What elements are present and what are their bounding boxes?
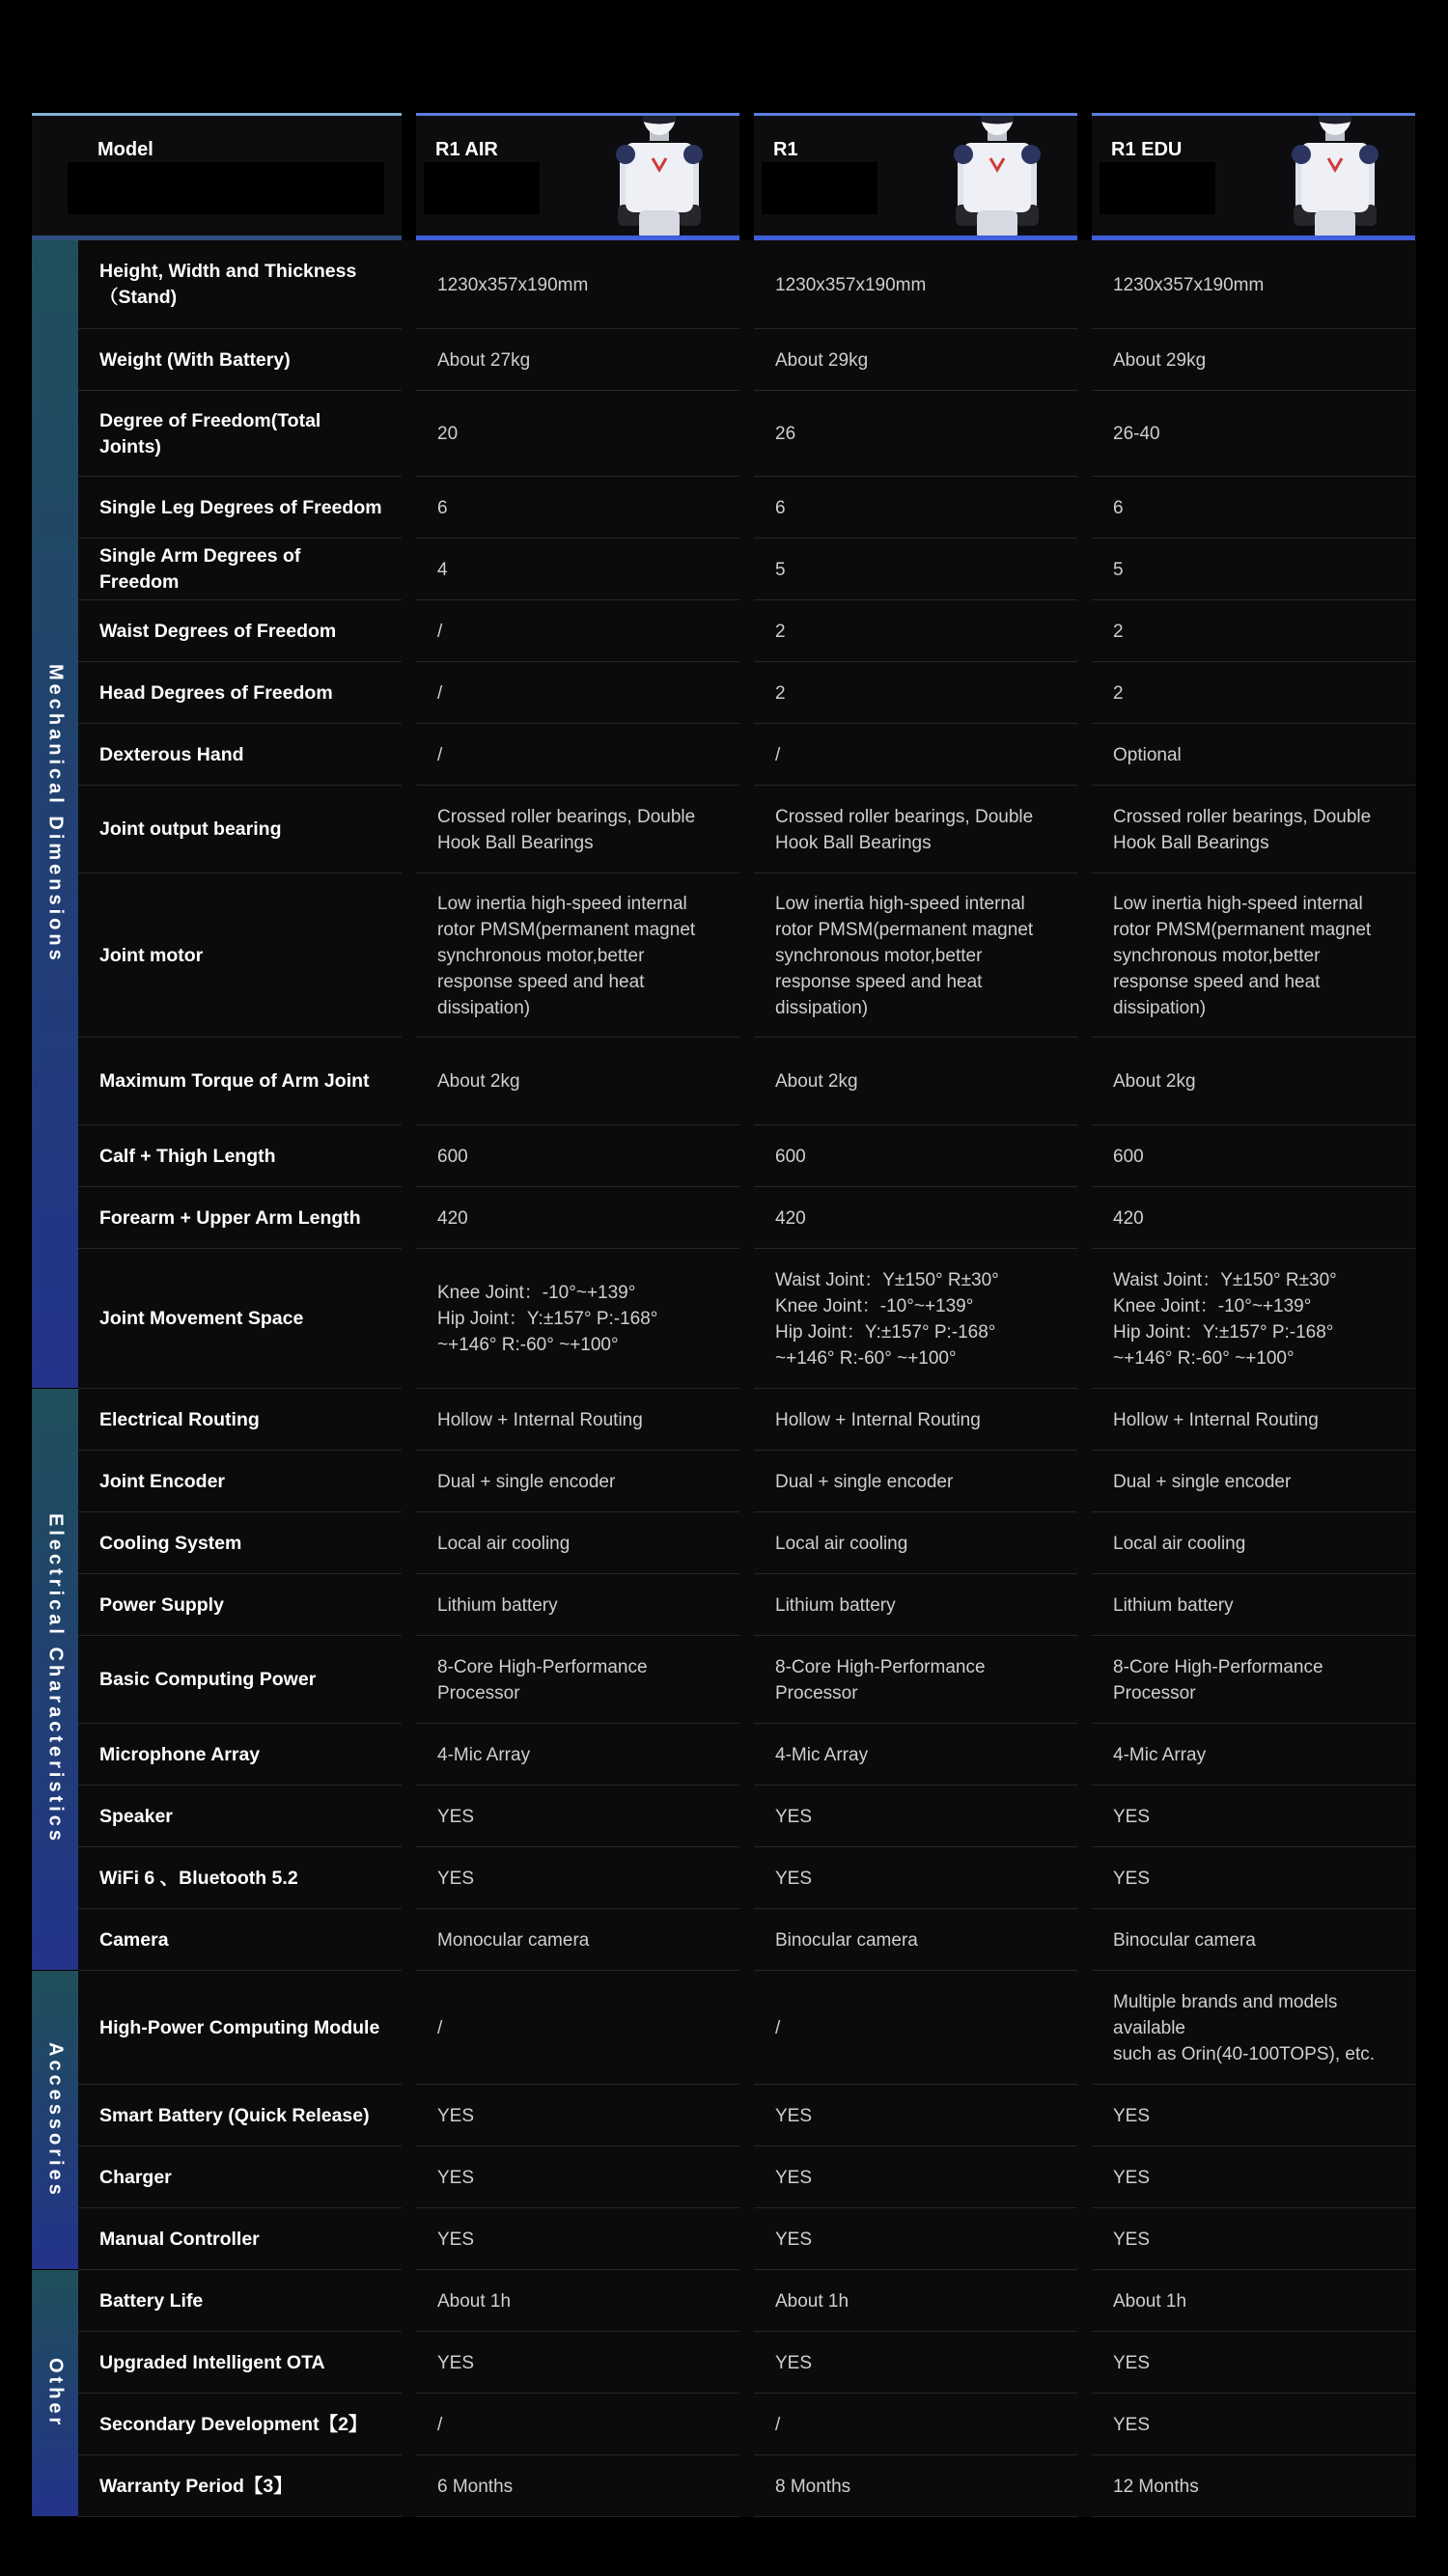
spec-value	[1092, 539, 1415, 600]
spec-value	[1092, 1724, 1415, 1786]
spec-value	[754, 1909, 1077, 1971]
spec-value-text: Monocular camera	[437, 1929, 590, 1951]
spec-value	[1092, 2147, 1415, 2208]
row-label	[78, 1038, 402, 1125]
spec-value-text: 8-Core High-Performance Processor	[775, 1656, 986, 1703]
row-label-text: Power Supply	[99, 1593, 224, 1616]
row-label	[78, 2394, 402, 2455]
spec-value-text: YES	[437, 2352, 475, 2373]
spec-value-text: 1230x357x190mm	[437, 274, 589, 295]
row-label-text: Warranty Period【3】	[99, 2475, 292, 2497]
spec-value	[754, 1389, 1077, 1451]
spec-value	[416, 1971, 739, 2085]
spec-value-text: About 1h	[775, 2290, 849, 2312]
row-label-text: Joint Movement Space	[99, 1308, 304, 1329]
row-label	[78, 1636, 402, 1724]
category-title	[32, 240, 78, 1388]
row-label	[78, 240, 402, 329]
spec-value	[754, 1125, 1077, 1187]
spec-value-text: YES	[1113, 2105, 1151, 2126]
row-label-text: Camera	[99, 1928, 169, 1951]
spec-value	[1092, 1786, 1415, 1847]
category-title-text: Other	[44, 2357, 67, 2429]
spec-value-text: Dual + single encoder	[1113, 1471, 1292, 1492]
row-label-text: Upgraded Intelligent OTA	[99, 2351, 325, 2373]
spec-value	[416, 1724, 739, 1786]
spec-value-text: About 2kg	[1113, 1071, 1196, 1092]
row-label	[78, 2208, 402, 2270]
spec-value	[1092, 1389, 1415, 1451]
robot-icon	[934, 113, 1060, 240]
spec-value-text: Hollow + Internal Routing	[437, 1409, 643, 1430]
spec-value	[1092, 1512, 1415, 1574]
spec-value	[1092, 2394, 1415, 2455]
spec-value	[754, 2332, 1077, 2394]
row-label	[78, 1187, 402, 1249]
spec-value	[1092, 724, 1415, 786]
spec-value	[754, 1038, 1077, 1125]
row-label-text: Manual Controller	[99, 2228, 260, 2250]
spec-value	[416, 2147, 739, 2208]
spec-value	[416, 1389, 739, 1451]
row-label	[78, 724, 402, 786]
spec-value	[416, 2394, 739, 2455]
spec-value	[1092, 2208, 1415, 2270]
spec-value-text: YES	[1113, 2167, 1151, 2188]
spec-value-text: 8-Core High-Performance Processor	[1113, 1656, 1323, 1703]
spec-value	[1092, 873, 1415, 1038]
spec-value	[1092, 1971, 1415, 2085]
row-divider	[78, 2516, 402, 2517]
spec-value	[1092, 240, 1415, 329]
spec-value	[416, 1574, 739, 1636]
row-label	[78, 1971, 402, 2085]
spec-value-text: Lithium battery	[775, 1594, 896, 1616]
category-title	[32, 1389, 78, 1970]
spec-value	[416, 600, 739, 662]
model-name: R1 EDU	[1111, 139, 1183, 160]
spec-value-text: YES	[1113, 2414, 1151, 2435]
spec-value	[1092, 1038, 1415, 1125]
row-label	[78, 600, 402, 662]
spec-value	[416, 1636, 739, 1724]
row-label-text: Weight (With Battery)	[99, 348, 291, 371]
row-label-text: Forearm + Upper Arm Length	[99, 1206, 361, 1229]
spec-value	[1092, 1574, 1415, 1636]
spec-value-text: 6	[437, 497, 448, 518]
spec-value-text: /	[437, 621, 443, 642]
spec-value	[754, 329, 1077, 391]
row-label	[78, 1512, 402, 1574]
spec-value	[754, 1847, 1077, 1909]
spec-value	[754, 1451, 1077, 1512]
spec-value-text: 2	[775, 621, 786, 642]
spec-value-text: About 1h	[437, 2290, 512, 2312]
row-label	[78, 1724, 402, 1786]
row-label	[78, 2332, 402, 2394]
spec-value	[754, 1786, 1077, 1847]
spec-value	[754, 2394, 1077, 2455]
row-divider	[416, 2516, 739, 2517]
spec-value	[754, 786, 1077, 873]
row-label-text: Microphone Array	[99, 1743, 261, 1765]
spec-value	[1092, 1909, 1415, 1971]
spec-value-text: YES	[1113, 1806, 1151, 1827]
row-label	[78, 1574, 402, 1636]
spec-value	[1092, 1451, 1415, 1512]
spec-value-text: Lithium battery	[1113, 1594, 1234, 1616]
spec-value	[754, 600, 1077, 662]
row-label	[78, 539, 402, 600]
spec-value-text: YES	[437, 2105, 475, 2126]
model-column-header	[416, 113, 739, 240]
spec-value	[1092, 2332, 1415, 2394]
spec-value-text: Dual + single encoder	[775, 1471, 954, 1492]
model-name: R1 AIR	[435, 139, 498, 160]
spec-value-text: 4	[437, 559, 448, 580]
spec-value	[754, 2085, 1077, 2147]
model-header	[32, 113, 402, 240]
row-label-text: Battery Life	[99, 2289, 204, 2312]
spec-value-text: YES	[775, 2105, 813, 2126]
row-label-text: Calf + Thigh Length	[99, 1145, 276, 1167]
row-label	[78, 1389, 402, 1451]
spec-value	[1092, 1847, 1415, 1909]
spec-value-text: YES	[775, 2167, 813, 2188]
spec-value-text: 600	[775, 1146, 806, 1167]
row-label	[78, 1909, 402, 1971]
row-label-text: Electrical Routing	[99, 1408, 260, 1430]
row-divider	[754, 2516, 1077, 2517]
spec-value-text: Crossed roller bearings, Double Hook Ball Bearings	[775, 806, 1034, 853]
category-bar	[32, 1389, 78, 1970]
spec-value-text: 5	[775, 559, 786, 580]
spec-value	[416, 2270, 739, 2332]
spec-value	[416, 2455, 739, 2517]
row-label-text: Smart Battery (Quick Release)	[99, 2104, 370, 2126]
spec-value	[1092, 2270, 1415, 2332]
row-label-text: Waist Degrees of Freedom	[99, 620, 337, 642]
category-bar	[32, 1971, 78, 2269]
spec-value	[1092, 662, 1415, 724]
row-label-text: Secondary Development【2】	[99, 2413, 368, 2435]
spec-value-text: /	[437, 682, 443, 704]
spec-value	[416, 329, 739, 391]
spec-value-text: /	[775, 744, 781, 765]
spec-value-text: 2	[1113, 621, 1124, 642]
category-title	[32, 1971, 78, 2269]
header-placeholder-box	[1100, 162, 1215, 214]
spec-value-text: YES	[437, 1806, 475, 1827]
row-label-text: Joint Encoder	[99, 1470, 226, 1492]
spec-value-text: 4-Mic Array	[437, 1744, 531, 1765]
spec-value	[416, 873, 739, 1038]
spec-value-text: 12 Months	[1113, 2476, 1199, 2497]
spec-value	[416, 1038, 739, 1125]
row-label-text: Degree of Freedom(Total Joints)	[99, 409, 321, 457]
row-label-text: Charger	[99, 2166, 172, 2188]
spec-value	[754, 2147, 1077, 2208]
spec-value	[754, 2208, 1077, 2270]
spec-value-text: YES	[775, 2229, 813, 2250]
spec-value	[1092, 2455, 1415, 2517]
model-column-header	[754, 113, 1077, 240]
row-label-text: Cooling System	[99, 1532, 242, 1554]
row-label-text: Single Arm Degrees of Freedom	[99, 545, 301, 593]
spec-value	[1092, 786, 1415, 873]
model-column-header	[1092, 113, 1415, 240]
spec-value	[1092, 600, 1415, 662]
spec-value-text: 600	[437, 1146, 468, 1167]
spec-value-text: 6	[775, 497, 786, 518]
spec-value	[754, 240, 1077, 329]
row-label	[78, 1847, 402, 1909]
spec-value-text: 26	[775, 424, 796, 444]
row-label-text: Joint motor	[99, 944, 204, 966]
spec-value-text: 1230x357x190mm	[775, 274, 927, 295]
spec-value-text: About 27kg	[437, 349, 531, 371]
spec-value	[416, 1512, 739, 1574]
spec-value-text: 4-Mic Array	[1113, 1744, 1207, 1765]
spec-value-text: Optional	[1113, 744, 1182, 765]
spec-value-text: Binocular camera	[1113, 1929, 1256, 1951]
spec-value-text: 8 Months	[775, 2476, 851, 2497]
spec-value	[416, 1847, 739, 1909]
category-title	[32, 2270, 78, 2516]
spec-value-text: YES	[775, 1806, 813, 1827]
row-label	[78, 1249, 402, 1389]
spec-value-text: About 2kg	[437, 1071, 520, 1092]
row-label	[78, 2455, 402, 2517]
row-label	[78, 391, 402, 477]
spec-value	[416, 786, 739, 873]
spec-value	[1092, 1187, 1415, 1249]
spec-value-text: 5	[1113, 559, 1124, 580]
spec-value	[1092, 2085, 1415, 2147]
spec-value	[416, 391, 739, 477]
spec-value	[754, 662, 1077, 724]
spec-value	[416, 724, 739, 786]
spec-value-text: YES	[1113, 1868, 1151, 1889]
spec-value	[1092, 1249, 1415, 1389]
spec-value-text: /	[775, 2017, 781, 2038]
spec-value-text: Local air cooling	[775, 1533, 908, 1554]
spec-value	[754, 873, 1077, 1038]
spec-value-text: Waist Joint：Y±150° R±30° Knee Joint：-10°~+139° Hip Joint：Y:±157° P:-168° ~+146° R:-60° ~+100°	[1113, 1269, 1337, 1369]
row-label-text: Maximum Torque of Arm Joint	[99, 1070, 370, 1092]
spec-value-text: 420	[437, 1207, 468, 1229]
spec-value-text: Dual + single encoder	[437, 1471, 616, 1492]
spec-value	[1092, 329, 1415, 391]
spec-value-text: Local air cooling	[1113, 1533, 1246, 1554]
spec-value-text: About 2kg	[775, 1071, 858, 1092]
spec-value	[754, 1724, 1077, 1786]
header-placeholder-box	[424, 162, 540, 214]
row-label	[78, 873, 402, 1038]
row-label	[78, 1125, 402, 1187]
category-title-text: Electrical Characteristics	[44, 1513, 67, 1845]
spec-value	[1092, 1636, 1415, 1724]
robot-icon	[1272, 113, 1398, 240]
model-name: R1	[773, 139, 798, 160]
spec-value-text: About 29kg	[775, 349, 869, 371]
spec-value-text: 600	[1113, 1146, 1144, 1167]
spec-value	[416, 1187, 739, 1249]
row-label	[78, 786, 402, 873]
row-label-text: High-Power Computing Module	[99, 2016, 380, 2038]
spec-value-text: 6 Months	[437, 2476, 514, 2497]
spec-value-text: YES	[437, 2167, 475, 2188]
spec-value-text: YES	[1113, 2352, 1151, 2373]
spec-value-text: Low inertia high-speed internal rotor PMSM(permanent magnet synchronous motor,better response speed and heat dissipation)	[1113, 893, 1372, 1018]
spec-value-text: 2	[775, 682, 786, 704]
spec-value-text: Hollow + Internal Routing	[775, 1409, 981, 1430]
spec-value	[1092, 477, 1415, 539]
spec-value-text: Multiple brands and models available such as Orin(40-100TOPS), etc.	[1113, 1991, 1376, 2064]
row-label-text: Speaker	[99, 1805, 173, 1827]
spec-value	[416, 2208, 739, 2270]
spec-value-text: YES	[775, 2352, 813, 2373]
row-label-text: Height, Width and Thickness （Stand)	[99, 261, 357, 308]
spec-value	[416, 2085, 739, 2147]
spec-value	[754, 2455, 1077, 2517]
spec-value	[754, 1187, 1077, 1249]
spec-value	[416, 1249, 739, 1389]
spec-value-text: 4-Mic Array	[775, 1744, 869, 1765]
spec-value	[754, 724, 1077, 786]
spec-value-text: YES	[437, 1868, 475, 1889]
spec-value-text: 2	[1113, 682, 1124, 704]
spec-value	[416, 477, 739, 539]
spec-value	[754, 1971, 1077, 2085]
row-label	[78, 329, 402, 391]
spec-value-text: 420	[775, 1207, 806, 1229]
spec-value-text: 6	[1113, 497, 1124, 518]
spec-value-text: /	[437, 2414, 443, 2435]
spec-value-text: Binocular camera	[775, 1929, 918, 1951]
spec-value-text: Waist Joint：Y±150° R±30° Knee Joint：-10°~+139° Hip Joint：Y:±157° P:-168° ~+146° R:-60° ~+100°	[775, 1269, 999, 1369]
category-title-text: Accessories	[44, 2041, 67, 2199]
spec-value-text: Crossed roller bearings, Double Hook Ball Bearings	[437, 806, 696, 853]
spec-value-text: Crossed roller bearings, Double Hook Ball Bearings	[1113, 806, 1372, 853]
category-title-text: Mechanical Dimensions	[44, 664, 67, 964]
spec-value	[416, 662, 739, 724]
spec-value-text: Low inertia high-speed internal rotor PMSM(permanent magnet synchronous motor,better response speed and heat dissipation)	[437, 893, 696, 1018]
spec-value-text: /	[775, 2414, 781, 2435]
row-label	[78, 2147, 402, 2208]
row-label	[78, 1786, 402, 1847]
category-bar	[32, 240, 78, 1388]
spec-value	[754, 2270, 1077, 2332]
row-label-text: Dexterous Hand	[99, 743, 244, 765]
row-label	[78, 477, 402, 539]
header-placeholder-box	[68, 162, 384, 214]
spec-value	[1092, 391, 1415, 477]
row-divider	[1092, 2516, 1415, 2517]
row-label	[78, 2085, 402, 2147]
model-label: Model	[97, 139, 153, 160]
spec-value	[416, 1786, 739, 1847]
spec-value-text: About 29kg	[1113, 349, 1207, 371]
spec-value-text: Local air cooling	[437, 1533, 571, 1554]
row-label-text: Head Degrees of Freedom	[99, 681, 333, 704]
spec-value	[754, 1636, 1077, 1724]
spec-value-text: 8-Core High-Performance Processor	[437, 1656, 648, 1703]
spec-value	[754, 477, 1077, 539]
spec-value	[754, 539, 1077, 600]
row-label	[78, 1451, 402, 1512]
robot-icon	[597, 113, 722, 240]
spec-value-text: 1230x357x190mm	[1113, 274, 1265, 295]
row-label-text: WiFi 6 、Bluetooth 5.2	[99, 1867, 298, 1889]
spec-value-text: YES	[775, 1868, 813, 1889]
row-label-text: Single Leg Degrees of Freedom	[99, 496, 382, 518]
spec-value-text: About 1h	[1113, 2290, 1187, 2312]
spec-value-text: 20	[437, 424, 459, 444]
spec-value-text: /	[437, 744, 443, 765]
row-label	[78, 662, 402, 724]
spec-value-text: YES	[1113, 2229, 1151, 2250]
category-bar	[32, 2270, 78, 2516]
spec-value	[1092, 1125, 1415, 1187]
spec-value	[754, 1574, 1077, 1636]
spec-value	[416, 539, 739, 600]
spec-value	[416, 1451, 739, 1512]
spec-value-text: /	[437, 2017, 443, 2038]
row-label-text: Basic Computing Power	[99, 1669, 317, 1690]
spec-value	[754, 1512, 1077, 1574]
spec-value	[416, 1909, 739, 1971]
spec-value-text: Knee Joint：-10°~+139° Hip Joint：Y:±157° P:-168° ~+146° R:-60° ~+100°	[437, 1283, 658, 1355]
spec-value-text: Hollow + Internal Routing	[1113, 1409, 1319, 1430]
spec-value	[416, 1125, 739, 1187]
row-label	[78, 2270, 402, 2332]
header-placeholder-box	[762, 162, 877, 214]
spec-value-text: 26-40	[1113, 424, 1160, 444]
spec-value	[754, 391, 1077, 477]
spec-value-text: YES	[437, 2229, 475, 2250]
spec-value-text: 420	[1113, 1207, 1144, 1229]
spec-value	[416, 240, 739, 329]
spec-value-text: Lithium battery	[437, 1594, 558, 1616]
spec-value	[754, 1249, 1077, 1389]
spec-value-text: Low inertia high-speed internal rotor PMSM(permanent magnet synchronous motor,better response speed and heat dissipation)	[775, 893, 1034, 1018]
row-label-text: Joint output bearing	[99, 818, 282, 840]
spec-value	[416, 2332, 739, 2394]
